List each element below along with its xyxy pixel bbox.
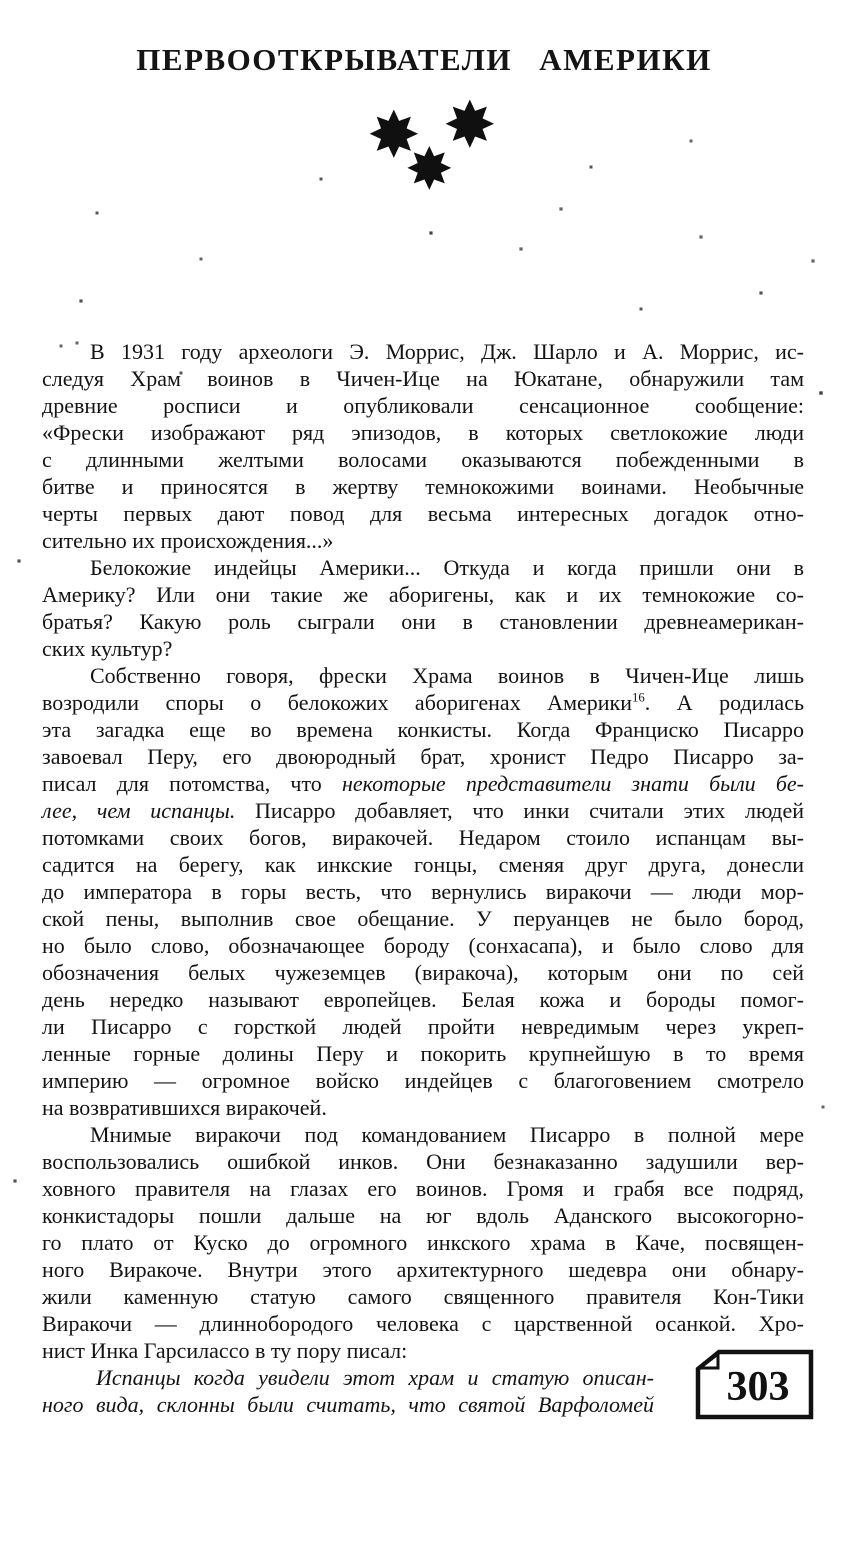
- text-line: [42, 1121, 804, 1148]
- star-ornament-icon: ✸: [405, 135, 454, 203]
- text-line: [42, 500, 804, 527]
- text-segment: день нередко называют европейцев. Белая кожа и бороды помог-: [42, 987, 804, 1012]
- page-title: ПЕРВООТКРЫВАТЕЛИ АМЕРИКИ: [136, 42, 712, 77]
- text-segment: но было слово, обозначающее бороду (сонхасапа), и было слово для: [42, 933, 804, 958]
- paragraph: [42, 338, 804, 554]
- paragraph: [42, 1121, 804, 1364]
- text-line: [42, 1148, 804, 1175]
- badge-fold-icon: [700, 1354, 718, 1368]
- text-line: [42, 770, 804, 797]
- text-line: [42, 1283, 804, 1310]
- text-segment: черты первых дают повод для весьма интересных догадок отно-: [42, 501, 804, 526]
- text-segment: братья? Какую роль сыграли они в становлении древнеамерикан-: [42, 609, 804, 634]
- text-line: [42, 338, 804, 365]
- text-line: [42, 878, 804, 905]
- text-segment: завоевал Перу, его двоюродный брат, хронист Педро Писарро за-: [42, 744, 804, 769]
- text-segment: Мнимые виракочи под командованием Писарро в полной мере: [90, 1122, 804, 1147]
- text-segment: В 1931 году археологи Э. Моррис, Дж. Шарло и А. Моррис, ис-: [90, 339, 804, 364]
- text-line: [42, 716, 804, 743]
- text-line: [42, 1310, 804, 1337]
- text-segment: го плато от Куско до огромного инкского храма в Каче, посвящен-: [42, 1230, 804, 1255]
- scan-noise: [0, 0, 2, 2]
- text-line: [42, 1256, 804, 1283]
- text-segment: сительно их происхождения...»: [42, 528, 334, 553]
- text-line: [42, 581, 804, 608]
- text-line: [42, 473, 804, 500]
- text-line: [42, 797, 804, 824]
- text-segment: воспользовались ошибкой инков. Они безнаказанно задушили вер-: [42, 1149, 804, 1174]
- text-line: [42, 446, 804, 473]
- text-line: [42, 851, 804, 878]
- text-line: [42, 689, 804, 716]
- text-segment: ного вида, склонны были считать, что святой Варфоломей: [42, 1392, 654, 1417]
- text-segment: империю — огромное войско индейцев с благоговением смотрело: [42, 1068, 804, 1093]
- text-line: [42, 1013, 804, 1040]
- page-number-badge: [694, 1348, 816, 1422]
- text-line: [42, 905, 804, 932]
- text-line: [42, 1175, 804, 1202]
- text-segment: садится на берегу, как инкские гонцы, сменяя друг друга, донесли: [42, 852, 804, 877]
- quote-paragraph: [42, 1364, 804, 1418]
- text-line: [42, 662, 804, 689]
- text-line: [42, 1094, 804, 1121]
- text-segment: Виракочи — длиннобородого человека с царственной осанкой. Хро-: [42, 1311, 804, 1336]
- text-segment: битве и приносятся в жертву темнокожими воинами. Необычные: [42, 474, 804, 499]
- text-line: [42, 365, 804, 392]
- text-segment: возродили споры о белокожих аборигенах Америки: [42, 690, 632, 715]
- text-segment: жили каменную статую самого священного правителя Кон-Тики: [42, 1284, 804, 1309]
- text-line: [42, 392, 804, 419]
- text-segment: конкистадоры пошли дальше на юг вдоль Аданского высокогорно-: [42, 1203, 804, 1228]
- footnote-ref: 16: [632, 690, 645, 705]
- text-line: [42, 959, 804, 986]
- text-segment: потомками своих богов, виракочей. Недаром стоило испанцам вы-: [42, 825, 804, 850]
- text-segment: некоторые представители знати были бе-: [341, 771, 805, 796]
- text-line: [42, 1337, 804, 1364]
- text-line: [42, 1202, 804, 1229]
- text-segment: ских культур?: [42, 636, 173, 661]
- text-segment: эта загадка еще во времена конкисты. Когда Франциско Писарро: [42, 717, 804, 742]
- text-line: [42, 986, 804, 1013]
- text-segment: ли Писарро с горсткой людей пройти невредимым через укреп-: [42, 1014, 804, 1039]
- text-segment: обозначения белых чужеземцев (виракоча), которым они по сей: [42, 960, 804, 985]
- text-segment: лее, чем испанцы.: [42, 798, 236, 823]
- ornament: [319, 89, 529, 224]
- text-segment: писал для потомства, что: [42, 771, 342, 796]
- text-line: [42, 1229, 804, 1256]
- body-text: [42, 338, 804, 1418]
- text-line: [42, 743, 804, 770]
- text-line: [42, 635, 804, 662]
- paragraph: [42, 554, 804, 662]
- text-segment: с длинными желтыми волосами оказываются побежденными в: [42, 447, 804, 472]
- text-line: [42, 1040, 804, 1067]
- text-segment: Америку? Или они такие же аборигены, как и их темнокожие со-: [42, 582, 804, 607]
- text-segment: ховного правителя на глазах его воинов. Громя и грабя все подряд,: [42, 1176, 804, 1201]
- paragraph: [42, 662, 804, 1121]
- text-segment: ской пены, выполнив свое обещание. У перуанцев не было бород,: [42, 906, 804, 931]
- text-line: [42, 608, 804, 635]
- text-line: [42, 554, 804, 581]
- text-line: [42, 419, 804, 446]
- text-segment: Собственно говоря, фрески Храма воинов в Чичен-Ице лишь: [90, 663, 804, 688]
- text-segment: . А родилась: [644, 690, 804, 715]
- text-line: [42, 932, 804, 959]
- text-segment: до императора в горы весть, что вернулись виракочи — люди мор-: [42, 879, 804, 904]
- star-ornament-icon: ✸: [367, 99, 421, 173]
- page-number: 303: [726, 1364, 790, 1410]
- text-segment: Писарро добавляет, что инки считали этих людей: [235, 798, 804, 823]
- text-line: [42, 1391, 654, 1418]
- text-segment: Белокожие индейцы Америки... Откуда и когда пришли они в: [90, 555, 804, 580]
- text-segment: ного Виракоче. Внутри этого архитектурного шедевра они обнару-: [42, 1257, 804, 1282]
- text-segment: Испанцы когда увидели этот храм и статую описан-: [96, 1365, 654, 1390]
- text-segment: нист Инка Гарсилассо в ту пору писал:: [42, 1338, 408, 1363]
- text-line: [42, 1067, 804, 1094]
- text-line: [42, 1364, 654, 1391]
- text-line: [42, 824, 804, 851]
- text-segment: древние росписи и опубликовали сенсационное сообщение:: [42, 393, 804, 418]
- text-segment: «Фрески изображают ряд эпизодов, в которых светлокожие люди: [42, 420, 804, 445]
- text-segment: на возвратившихся виракочей.: [42, 1095, 327, 1120]
- text-line: [42, 527, 804, 554]
- text-segment: ленные горные долины Перу и покорить крупнейшую в то время: [42, 1041, 804, 1066]
- star-ornament-icon: ✸: [443, 89, 497, 163]
- text-segment: следуя Храм воинов в Чичен-Ице на Юкатане, обнаружили там: [42, 366, 804, 391]
